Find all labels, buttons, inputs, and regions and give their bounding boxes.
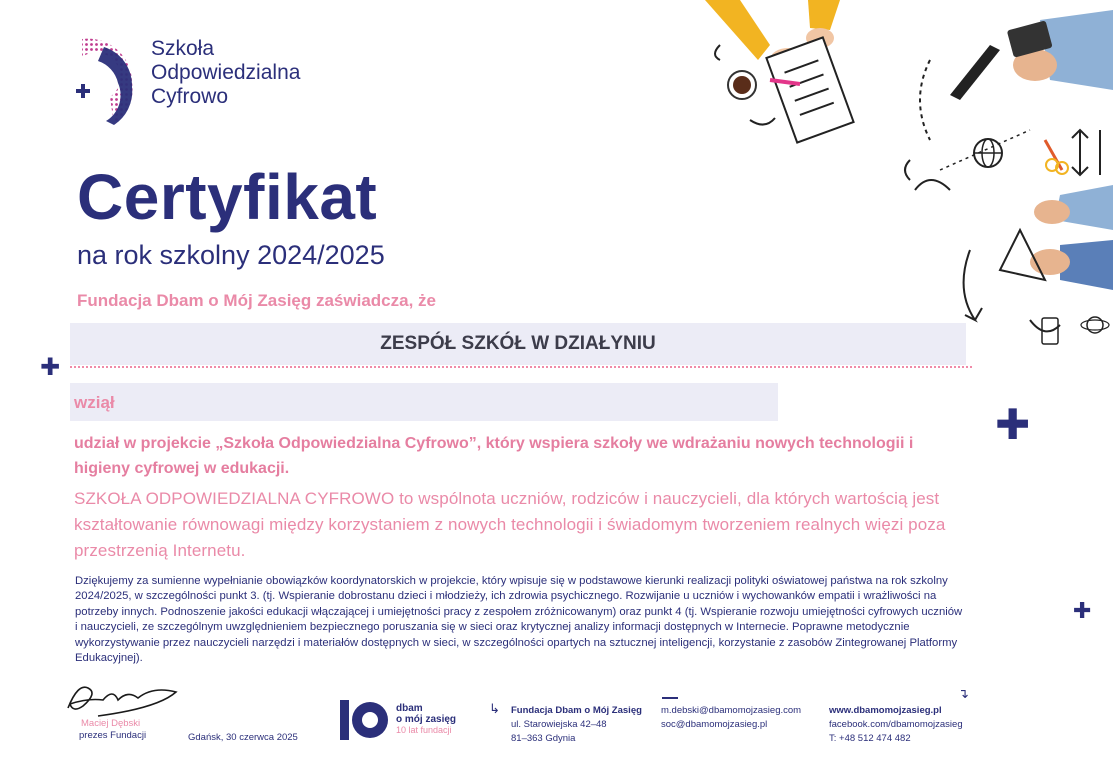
arrow-turn-icon: ↳ (489, 701, 500, 716)
corner-arrow-icon: ↴ (958, 686, 969, 701)
verb-box (70, 383, 778, 421)
facebook-link[interactable]: facebook.com/dbamomojzasieg (829, 719, 963, 730)
phone: T: +48 512 474 482 (829, 733, 911, 744)
address-block (511, 704, 642, 746)
street: ul. Starowiejska 42–48 (511, 719, 607, 730)
participation-text: udział w projekcie „Szkoła Odpowiedzialna Cyfrowo”, który wspiera szkoły we wdrażaniu nowych technologii i higieny cyfrowej w edukacji. (74, 435, 914, 477)
project-description: SZKOŁA ODPOWIEDZIALNA CYFROWO to wspólnota uczniów, rodziców i nauczycieli, dla których wartością jest kształtowanie równowagi między korzystaniem z nowych technologii i świadomym tworzeniem realnych więzi poza przestrzenią Internetu. (74, 489, 946, 560)
org-name: Fundacja Dbam o Mój Zasięg (511, 705, 642, 716)
plus-icon: ✚ (995, 401, 1031, 448)
attestation-line: Fundacja Dbam o Mój Zasięg zaświadcza, że (77, 291, 436, 310)
web-block (829, 704, 963, 746)
logo-text (151, 37, 300, 109)
anniversary-line-1: dbam (396, 703, 423, 714)
logo-mark (74, 37, 136, 127)
email-block (661, 704, 801, 732)
dotted-divider (70, 366, 972, 368)
signature-image (58, 678, 183, 718)
certificate-title: Certyfikat (77, 161, 378, 233)
logo-line-3: Cyfrowo (151, 85, 229, 108)
email-2[interactable]: soc@dbamomojzasieg.pl (661, 719, 768, 730)
logo-line-2: Odpowiedzialna (151, 61, 301, 84)
plus-icon: ✚ (1073, 598, 1092, 623)
thanks-paragraph: Dziękujemy za sumienne wypełnianie obowiązków koordynatorskich w projekcie, który wpisuje się w podstawowe kierunki realizacji polityki oświatowej państwa na rok szkolny 2024/2025, w szczególności punkt 3. (tj. Wspieranie dobrostanu dzieci i młodzieży, ich zdrowia psychicznego. Rozwijanie u uczniów i wychowanków empatii i wrażliwości na potrzeby innych. Podnoszenie jakości edukacji włączającej i umiejętności pracy z zespołem zróżnicowanym) oraz punkt 4 (tj. Wspieranie rozwoju umiejętności cyfrowych uczniów i nauczycieli, ze szczególnym uwzględnieniem bezpiecznego poruszania się w sieci oraz krytycznej analizy informacji dostępnych w Internecie. Poprawne metodycznie wykorzystywanie przez nauczycieli narzędzi i materiałów dostępnych w sieci, w szczególności opartych na sztucznej inteligencji, korzystanie z zasobów Zintegrowanej Platformy Edukacyjnej). (75, 575, 963, 665)
city: 81–363 Gdynia (511, 733, 576, 744)
anniversary-line-3: 10 lat fundacji (396, 725, 452, 735)
signer-role: prezes Fundacji (79, 730, 147, 741)
place-date: Gdańsk, 30 czerwca 2025 (188, 732, 298, 743)
verb-text: wziął (74, 393, 115, 412)
school-year-subtitle: na rok szkolny 2024/2025 (77, 240, 385, 270)
plus-icon: ✚ (40, 354, 61, 381)
email-1[interactable]: m.debski@dbamomojzasieg.com (661, 705, 802, 716)
signer-name: Maciej Dębski (81, 718, 141, 729)
logo-line-1: Szkoła (151, 37, 215, 60)
anniversary-line-2: o mój zasięg (396, 714, 457, 725)
website-link[interactable]: www.dbamomojzasieg.pl (829, 705, 942, 716)
dash-divider (662, 697, 678, 699)
school-name: ZESPÓŁ SZKÓŁ W DZIAŁYNIU (380, 333, 656, 354)
anniversary-logo (338, 698, 390, 742)
